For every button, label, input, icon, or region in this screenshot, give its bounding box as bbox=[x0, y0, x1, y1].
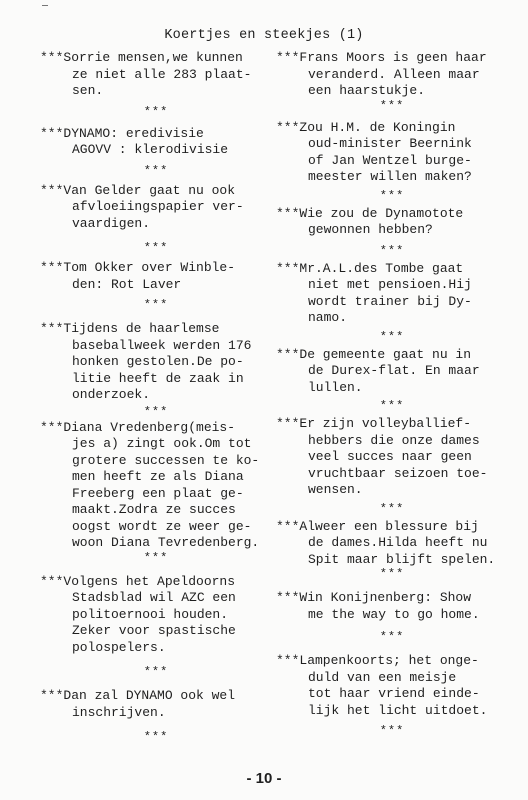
separator: *** bbox=[379, 724, 405, 738]
right-column bbox=[276, 50, 508, 743]
joke-item: ***DYNAMO: eredivisie AGOVV : klerodivisie bbox=[40, 125, 229, 157]
joke-item: ***Zou H.M. de Koningin oud-minister Beernink of Jan Wentzel burge- meester willen maken? bbox=[276, 119, 472, 184]
joke-item: ***Frans Moors is geen haar veranderd. Alleen maar een haarstukje. bbox=[276, 50, 487, 98]
separator: *** bbox=[379, 501, 405, 516]
joke-item: ***Mr.A.L.des Tombe gaat niet met pensioen.Hij wordt trainer bij Dy- namo. bbox=[276, 260, 472, 325]
joke-item: ***Er zijn volleyballief- hebbers die onze dames veel succes naar geen vruchtbaar seizoen toe- wensen. bbox=[276, 416, 488, 497]
joke-item: ***Tom Okker over Winble- den: Rot Laver bbox=[40, 260, 236, 292]
joke-item: ***Win Konijnenberg: Show me the way to go home. bbox=[276, 590, 480, 622]
joke-item: ***Van Gelder gaat nu ook afvloeiingspapier ver- vaardigen. bbox=[40, 182, 244, 231]
joke-item: ***Volgens het Apeldoorns Stadsblad wil AZC een politoernooi houden. Zeker voor spastische polospelers. bbox=[40, 573, 236, 655]
separator: *** bbox=[379, 399, 405, 413]
left-column bbox=[40, 50, 272, 749]
separator: *** bbox=[379, 630, 405, 644]
joke-item: ***Lampenkoorts; het onge- duld van een meisje tot haar vriend einde- lijk het licht uitdoet. bbox=[276, 653, 488, 718]
speck-mark bbox=[42, 5, 48, 6]
separator: *** bbox=[143, 241, 169, 255]
joke-item: ***Diana Vredenberg(meis- jes a) zingt ook.Om tot grotere successen te ko- men heeft ze als Diana Freeberg een plaat ge- maakt.Zodra ze succes oogst wordt ze weer ge- woon Diana Tevredenberg. bbox=[40, 419, 260, 550]
separator: *** bbox=[143, 298, 169, 312]
separator: *** bbox=[379, 243, 405, 258]
separator: *** bbox=[379, 188, 405, 203]
separator: *** bbox=[379, 329, 405, 344]
separator: *** bbox=[143, 163, 169, 178]
joke-item: ***Tijdens de haarlemse baseballweek werden 176 honken gestolen.De po- litie heeft de zaak in onderzoek. bbox=[40, 321, 252, 402]
separator: *** bbox=[143, 104, 169, 119]
separator: *** bbox=[379, 567, 405, 581]
joke-item: ***De gemeente gaat nu in de Durex-flat. En maar lullen. bbox=[276, 346, 480, 395]
separator: *** bbox=[143, 550, 169, 565]
page-title: Koertjes en steekjes (1) bbox=[164, 28, 364, 43]
joke-item: ***Wie zou de Dynamotote gewonnen hebben? bbox=[276, 205, 464, 237]
separator: *** bbox=[143, 730, 169, 744]
separator: *** bbox=[143, 665, 169, 679]
joke-item: ***Alweer een blessure bij de dames.Hilda heeft nu Spit maar blijft spelen. bbox=[276, 518, 496, 567]
page-number: - 10 - bbox=[246, 770, 282, 787]
separator: *** bbox=[379, 98, 405, 113]
joke-item: ***Sorrie mensen,we kunnen ze niet alle 283 plaat- sen. bbox=[40, 50, 252, 98]
joke-item: ***Dan zal DYNAMO ook wel inschrijven. bbox=[40, 688, 236, 720]
separator: *** bbox=[143, 404, 169, 419]
